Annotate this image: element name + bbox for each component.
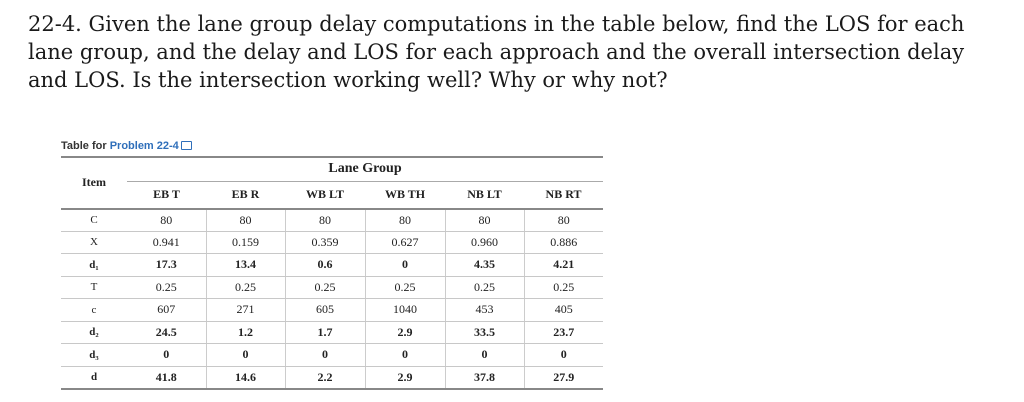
column-header-row: [61, 181, 603, 209]
table-cell: 0: [206, 344, 285, 367]
row-label: X: [61, 231, 127, 254]
table-cell: 80: [206, 209, 285, 232]
table-cell: 80: [285, 209, 365, 232]
table-cell: 80: [127, 209, 206, 232]
table-row: [61, 209, 603, 232]
table-row: [61, 344, 603, 367]
table-row: [61, 366, 603, 389]
table-cell: 0.25: [445, 276, 524, 299]
table-cell: 27.9: [524, 366, 603, 389]
table-cell: 405: [524, 299, 603, 322]
problem-statement: 22-4. Given the lane group delay computations in the table below, find the LOS for each lane group, and the delay and LOS for each approach and the overall intersection delay and LOS. Is the intersection working well? Why or why not?: [28, 12, 965, 92]
table-cell: 14.6: [206, 366, 285, 389]
table-cell: 2.9: [365, 366, 445, 389]
table-cell: 0.25: [524, 276, 603, 299]
table-cell: 4.35: [445, 254, 524, 277]
table-cell: 13.4: [206, 254, 285, 277]
table-cell: 0.960: [445, 231, 524, 254]
table-cell: 607: [127, 299, 206, 322]
row-label: d: [61, 366, 127, 389]
table-cell: 1.2: [206, 321, 285, 344]
table-cell: 33.5: [445, 321, 524, 344]
table-cell: 0.359: [285, 231, 365, 254]
table-cell: 0.6: [285, 254, 365, 277]
row-label: T: [61, 276, 127, 299]
col-header-wb-th: WB TH: [365, 181, 445, 209]
table-row: [61, 276, 603, 299]
table-cell: 23.7: [524, 321, 603, 344]
external-window-icon[interactable]: [181, 141, 192, 150]
table-cell: 453: [445, 299, 524, 322]
table-cell: 2.9: [365, 321, 445, 344]
table-body: [61, 209, 603, 389]
col-header-nb-lt: NB LT: [445, 181, 524, 209]
table-cell: 0.627: [365, 231, 445, 254]
lane-group-header: Lane Group: [127, 157, 603, 181]
table-cell: 605: [285, 299, 365, 322]
col-header-eb-t: EB T: [127, 181, 206, 209]
table-cell: 271: [206, 299, 285, 322]
table-row: [61, 321, 603, 344]
table-cell: 4.21: [524, 254, 603, 277]
table-cell: 0.25: [127, 276, 206, 299]
row-label: d₂: [61, 321, 127, 344]
table-cell: 2.2: [285, 366, 365, 389]
col-header-nb-rt: NB RT: [524, 181, 603, 209]
table-cell: 0: [365, 254, 445, 277]
delay-table: [61, 156, 603, 390]
table-cell: 0.25: [206, 276, 285, 299]
table-group-header-row: [61, 157, 603, 181]
table-cell: 0.886: [524, 231, 603, 254]
col-header-eb-r: EB R: [206, 181, 285, 209]
table-cell: 41.8: [127, 366, 206, 389]
problem-link[interactable]: Problem 22-4: [109, 140, 179, 152]
table-cell: 1040: [365, 299, 445, 322]
table-row: [61, 231, 603, 254]
table-cell: 0: [524, 344, 603, 367]
table-cell: 80: [365, 209, 445, 232]
caption-prefix: Table for: [61, 140, 110, 152]
table-cell: 24.5: [127, 321, 206, 344]
table-caption: [61, 140, 192, 152]
table-row: [61, 299, 603, 322]
table-cell: 37.8: [445, 366, 524, 389]
table-cell: 0.25: [285, 276, 365, 299]
table-cell: 80: [445, 209, 524, 232]
row-label: d₁: [61, 254, 127, 277]
table-cell: 1.7: [285, 321, 365, 344]
col-header-wb-lt: WB LT: [285, 181, 365, 209]
table-cell: 0: [127, 344, 206, 367]
table-cell: 17.3: [127, 254, 206, 277]
row-label: d₃: [61, 344, 127, 367]
table-cell: 0.25: [365, 276, 445, 299]
table-cell: 0.159: [206, 231, 285, 254]
table-cell: 0: [365, 344, 445, 367]
item-header: Item: [61, 157, 127, 209]
table-cell: 0: [285, 344, 365, 367]
row-label: c: [61, 299, 127, 322]
table-cell: 0.941: [127, 231, 206, 254]
table-cell: 80: [524, 209, 603, 232]
table-row: [61, 254, 603, 277]
table-cell: 0: [445, 344, 524, 367]
row-label: C: [61, 209, 127, 232]
